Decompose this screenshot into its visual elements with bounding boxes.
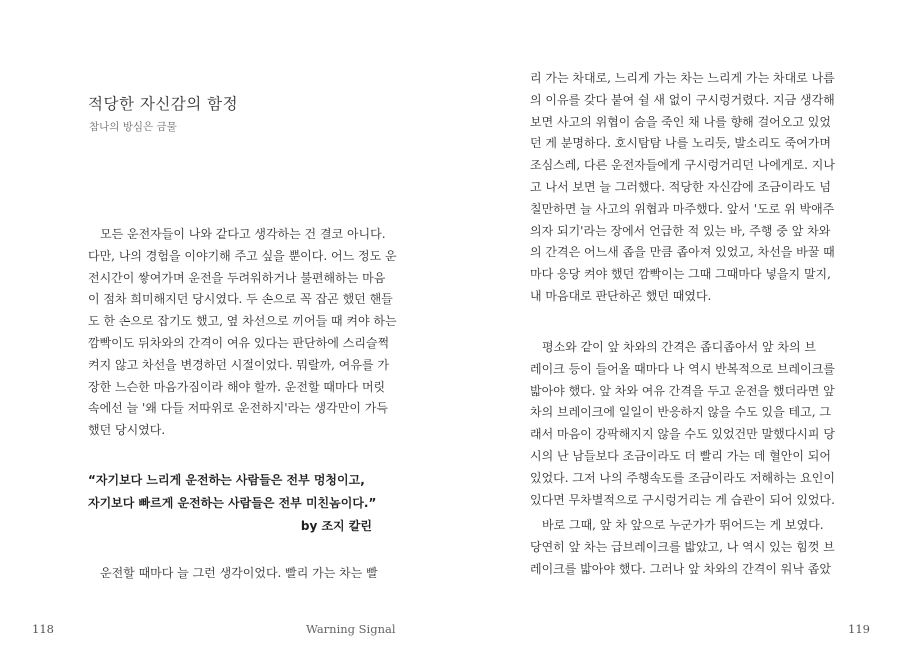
text-line: 레이크를 밟아야 했다. 그러나 앞 차와의 간격이 워낙 좁았: [530, 561, 831, 576]
quote-line: 자기보다 빠르게 운전하는 사람들은 전부 미친놈이다.”: [88, 496, 377, 510]
page-number-right: 119: [848, 622, 870, 636]
right-page: [450, 0, 900, 668]
quote-line: “자기보다 느리게 운전하는 사람들은 전부 멍청이고,: [88, 473, 365, 487]
text-line: 의 간격은 어느새 좁을 만큼 좁아져 있었고, 차선을 바꿀 때: [530, 245, 835, 260]
text-line: 의자 되기'라는 장에서 언급한 적 있는 바, 주행 중 앞 차와: [530, 223, 831, 238]
epigraph-quote: [88, 469, 377, 538]
chapter-subtitle: 참나의 방심은 금물: [89, 121, 177, 133]
text-line: 평소와 같이 앞 차와의 간격은 좁디좁아서 앞 차의 브: [542, 340, 816, 354]
text-line: 도 한 손으로 잡기도 했고, 옆 차선으로 끼어들 때 켜야 하는: [88, 314, 397, 329]
text-line: 바로 그때, 앞 차 앞으로 누군가가 뛰어드는 게 보였다.: [542, 518, 824, 532]
running-title: Warning Signal: [306, 622, 396, 636]
text-line: 던 게 분명하다. 호시탐탐 나를 노리듯, 발소리도 죽여가며: [530, 136, 831, 151]
text-line: 밟아야 했다. 앞 차와 여유 간격을 두고 운전을 했더라면 앞: [530, 383, 835, 398]
text-line: 켜지 않고 차선을 변경하던 시절이었다. 뭐랄까, 여유를 가: [88, 357, 389, 372]
text-line: 있었다. 그저 나의 주행속도를 조금이라도 저해하는 요인이: [530, 470, 835, 485]
text-line: 보면 사고의 위협이 숨을 죽인 채 나를 향해 걸어오고 있었: [530, 114, 831, 129]
text-line: 운전할 때마다 늘 그런 생각이었다. 빨리 가는 차는 빨: [100, 566, 378, 580]
text-line: 시의 난 남들보다 조금이라도 더 빨리 가는 데 혈안이 되어: [530, 448, 831, 463]
text-line: 장한 느슨한 마음가짐이라 해야 할까. 운전할 때마다 머릿: [88, 379, 386, 394]
text-line: 있다면 무차별적으로 구시렁거리는 게 습관이 되어 있었다.: [530, 492, 835, 507]
text-line: 의 이유를 갖다 붙여 쉴 새 없이 구시렁거렸다. 지금 생각해: [530, 92, 835, 107]
text-line: 레이크 등이 들어올 때마다 나 역시 반복적으로 브레이크를: [530, 361, 835, 376]
text-line: 당연히 앞 차는 급브레이크를 밟았고, 나 역시 있는 힘껏 브: [530, 539, 835, 554]
text-line: 래서 마음이 강팍해지지 않을 수도 있었건만 말했다시피 당: [530, 427, 835, 442]
text-line: 전시간이 쌓여가며 운전을 두려워하거나 불편해하는 마음: [88, 270, 386, 285]
text-line: 칠만하면 늘 사고의 위협과 마주했다. 앞서 '도로 위 박애주: [530, 201, 835, 216]
text-line: 모든 운전자들이 나와 같다고 생각하는 건 결코 아니다.: [100, 227, 386, 241]
text-line: 깜빡이도 뒤차와의 간격이 여유 있다는 판단하에 스리슬쩍: [88, 335, 390, 350]
page-number-left: 118: [32, 622, 54, 636]
left-paragraph-1: [88, 224, 397, 442]
text-line: 차의 브레이크에 일일이 반응하지 않을 수도 있을 테고, 그: [530, 405, 831, 420]
quote-attribution: by 조지 칼린: [300, 519, 372, 533]
chapter-title: 적당한 자신감의 함정: [88, 95, 239, 113]
text-line: 조심스레, 다른 운전자들에게 구시렁거리던 나에게로. 지나: [530, 158, 835, 173]
text-line: 했던 당시였다.: [88, 423, 166, 438]
right-paragraph-1: [530, 68, 835, 308]
right-paragraph-3: [530, 515, 835, 580]
text-line: 내 마음대로 판단하곤 했던 때였다.: [530, 288, 712, 303]
text-line: 고 나서 보면 늘 그러했다. 적당한 자신감에 조금이라도 넘: [530, 179, 831, 194]
text-line: 속에선 늘 '왜 다들 저따위로 운전하지'라는 생각만이 가득: [88, 401, 388, 416]
text-line: 리 가는 차대로, 느리게 가는 차는 느리게 가는 차대로 나름: [530, 71, 835, 85]
left-paragraph-2: [88, 563, 378, 585]
text-line: 마다 응당 켜야 했던 깜빡이는 그때 그때마다 넣을지 말지,: [530, 267, 831, 282]
text-line: 다만, 나의 경험을 이야기해 주고 싶을 뿐이다. 어느 정도 운: [88, 248, 397, 263]
right-paragraph-2: [530, 337, 835, 511]
text-line: 이 점차 희미해지던 당시였다. 두 손으로 꼭 잡곤 했던 핸들: [88, 292, 393, 307]
